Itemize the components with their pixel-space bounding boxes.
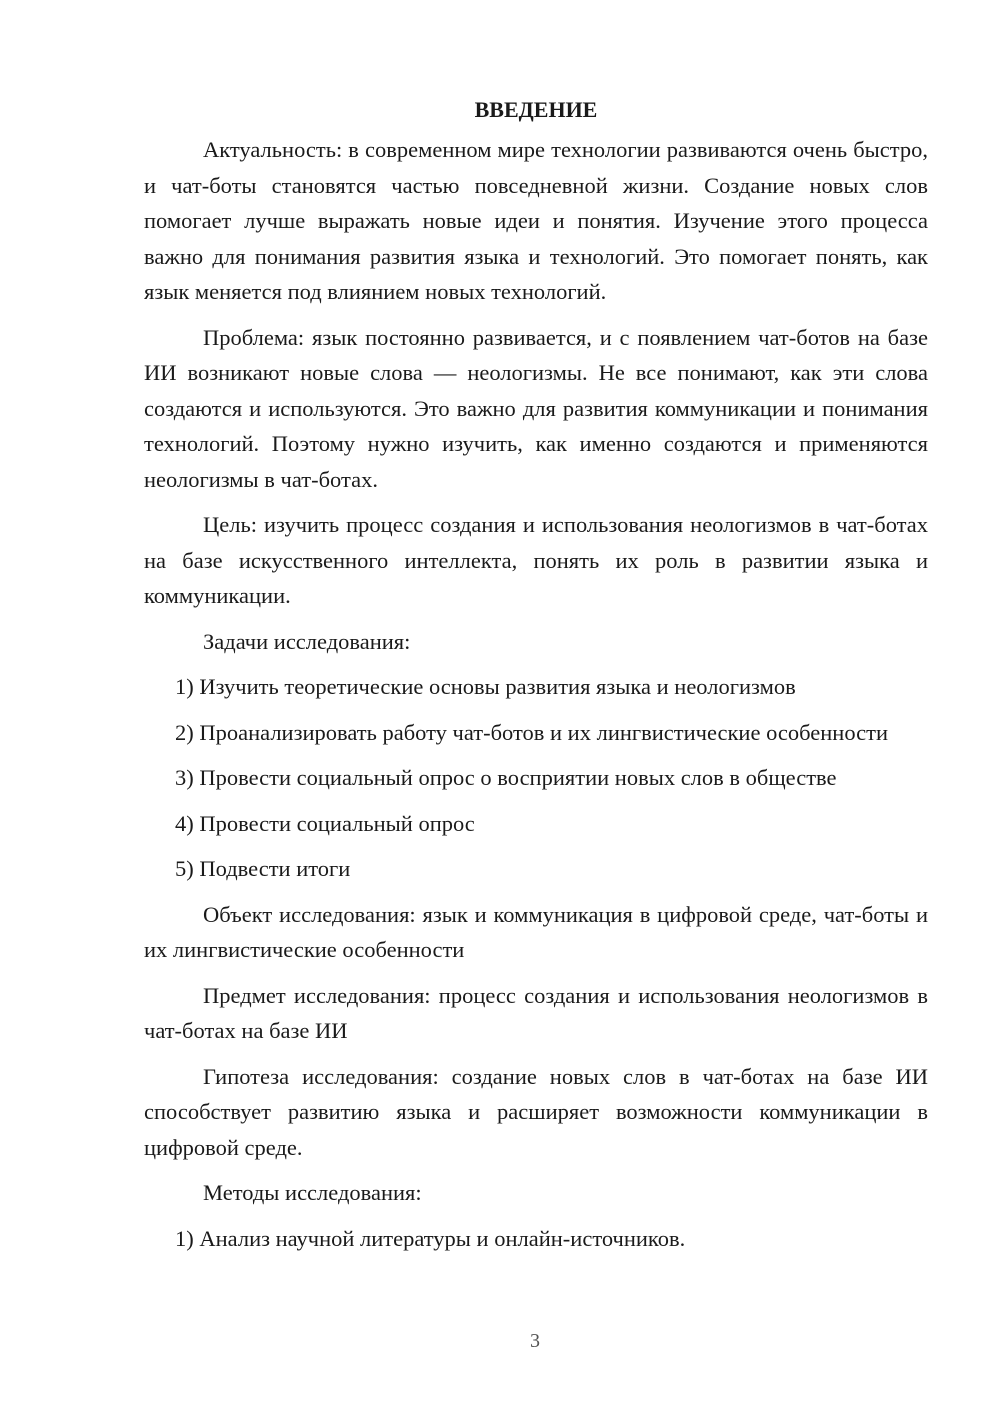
paragraph-subject: Предмет исследования: процесс создания и использования неологизмов в чат-ботах на базе ИИ: [144, 982, 928, 1043]
methods-heading: Методы исследования:: [203, 1180, 422, 1205]
paragraph-hypothesis: Гипотеза исследования: создание новых слов в чат-ботах на базе ИИ способствует развитию языка и расширяет возможности коммуникации в цифровой среде.: [144, 1063, 928, 1160]
task-item-5: 5) Подвести итоги: [175, 856, 351, 881]
page-number: 3: [530, 1330, 540, 1352]
task-item-3: 3) Провести социальный опрос о восприятии новых слов в обществе: [175, 765, 837, 790]
task-item-4: 4) Провести социальный опрос: [175, 810, 475, 836]
paragraph-object: Объект исследования: язык и коммуникация в цифровой среде, чат-боты и их лингвистические особенности: [144, 901, 928, 962]
method-item-1: 1) Анализ научной литературы и онлайн-источников.: [175, 1225, 686, 1251]
tasks-heading: Задачи исследования:: [203, 628, 411, 654]
paragraph-relevance: Актуальность: в современном мире технологии развиваются очень быстро, и чат-боты становятся частью повседневной жизни. Создание новых слов помогает лучше выражать новые идеи и понятия. Изучение этого процесса важно для понимания развития языка и технологий. Это помогает понять, как язык меняется под влиянием новых технологий.: [144, 137, 928, 304]
paragraph-goal: Цель: изучить процесс создания и использования неологизмов в чат-ботах на базе искусственного интеллекта, понять их роль в развитии языка и коммуникации.: [144, 512, 928, 608]
document-page: [144, 92, 928, 1266]
paragraph-problem: Проблема: язык постоянно развивается, и с появлением чат-ботов на базе ИИ возникают новые слова — неологизмы. Не все понимают, как эти слова создаются и используются. Это важно для развития коммуникации и понимания технологий. Поэтому нужно изучить, как именно создаются и применяются неологизмы в чат-ботах.: [144, 324, 928, 492]
task-item-1: 1) Изучить теоретические основы развития языка и неологизмов: [175, 674, 796, 699]
section-title: ВВЕДЕНИЕ: [474, 97, 598, 122]
task-item-2: 2) Проанализировать работу чат-ботов и их лингвистические особенности: [175, 719, 889, 745]
